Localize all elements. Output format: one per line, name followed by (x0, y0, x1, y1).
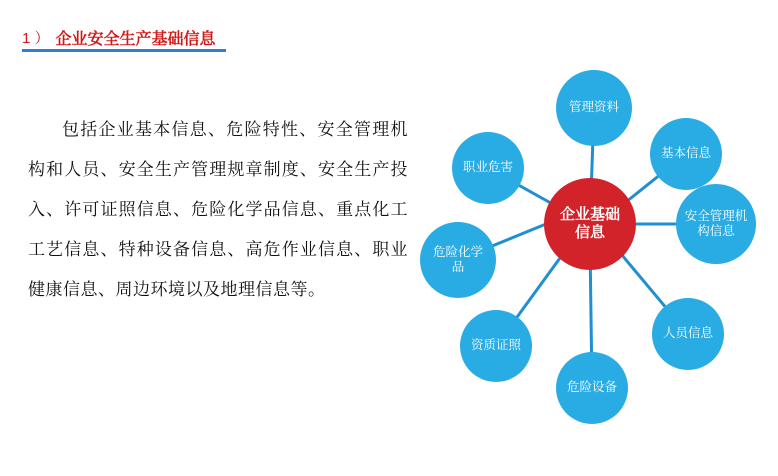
node-left-label: 危险化学品 (432, 244, 483, 274)
node-top-right[interactable] (650, 118, 722, 190)
node-top-right-label: 基本信息 (660, 146, 711, 161)
page-title (22, 26, 226, 52)
node-right[interactable] (676, 184, 756, 264)
page-title-number: 1 ） (22, 30, 50, 47)
body-paragraph: 包括企业基本信息、危险特性、安全管理机构和人员、安全生产管理规章制度、安全生产投入、许可证照信息、危险化学品信息、重点化工工艺信息、特种设备信息、高危作业信息、职业健康信息、周边环境以及地理信息等。 (28, 120, 408, 299)
node-center-label: 企业基础信息 (559, 205, 620, 241)
node-top[interactable] (556, 70, 632, 146)
node-top-label: 管理资料 (568, 100, 619, 115)
node-bottom-left[interactable] (460, 310, 532, 382)
node-center[interactable] (544, 178, 636, 270)
node-bottom-label: 危险设备 (566, 380, 617, 395)
page-title-text: 企业安全生产基础信息 (55, 31, 216, 48)
node-bottom-right-label: 人员信息 (662, 326, 713, 341)
node-left[interactable] (420, 222, 496, 298)
node-bottom-left-label: 资质证照 (470, 338, 521, 353)
node-bottom[interactable] (556, 352, 628, 424)
node-bottom-right[interactable] (652, 298, 724, 370)
node-right-label: 安全管理机构信息 (684, 208, 748, 238)
radial-diagram (410, 40, 770, 440)
node-top-left[interactable] (452, 132, 524, 204)
node-top-left-label: 职业危害 (462, 160, 513, 175)
